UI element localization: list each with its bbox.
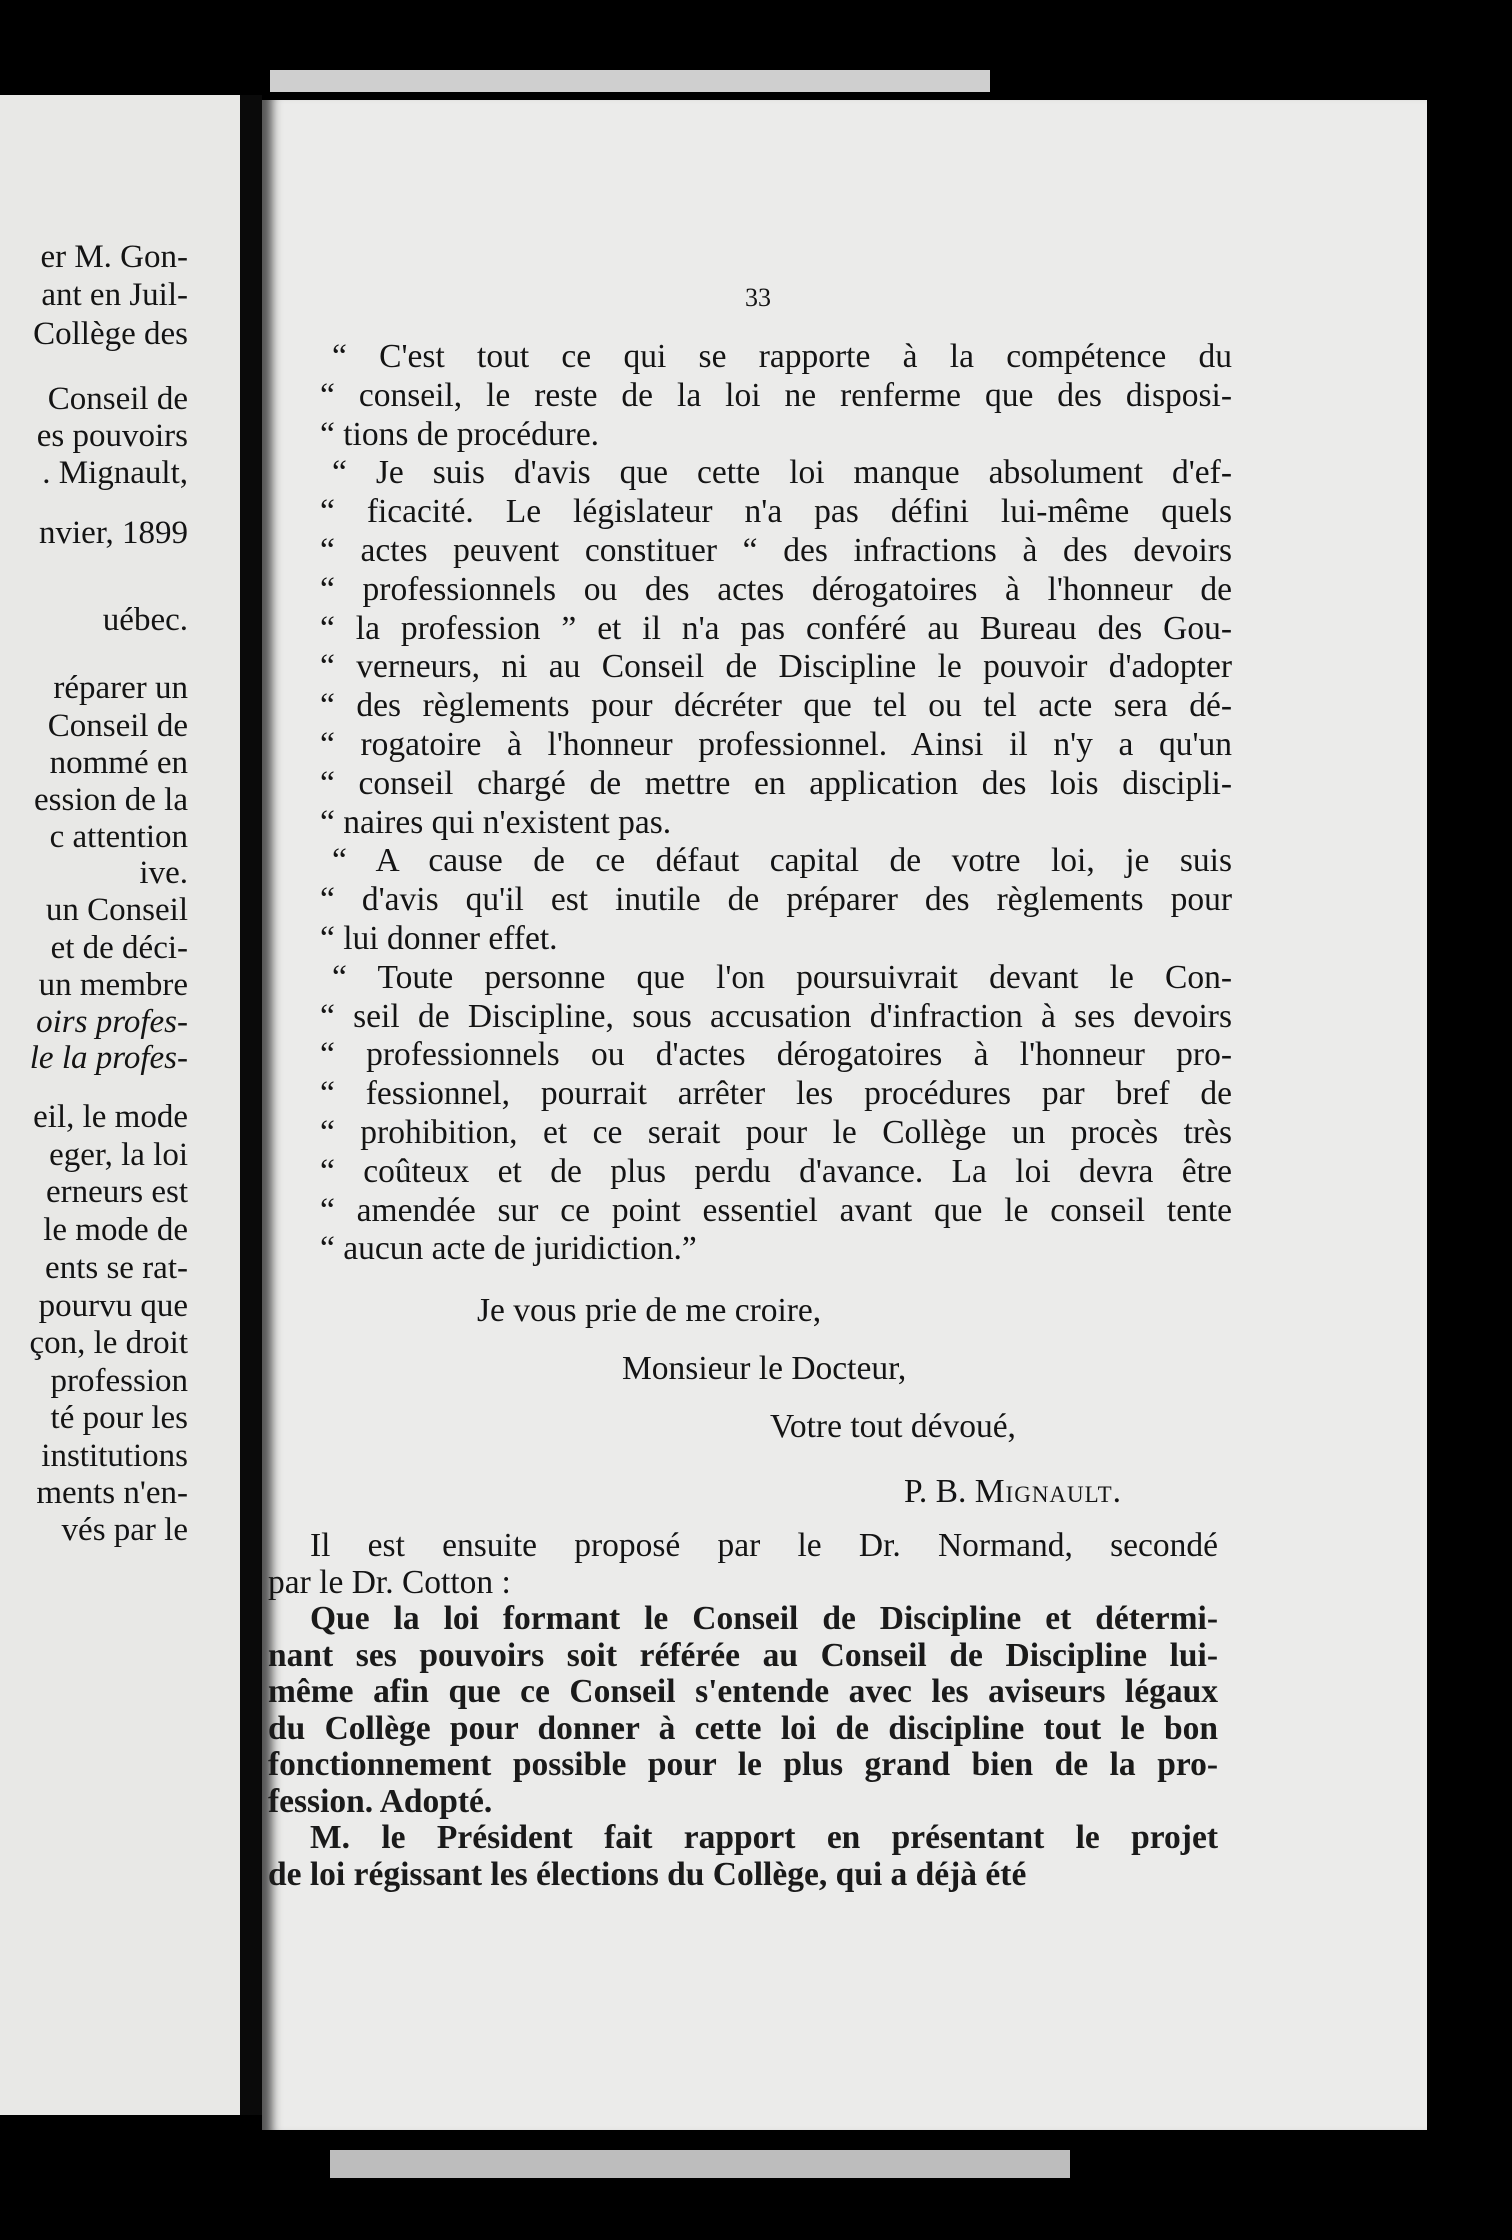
left-page-line: Collège des (33, 316, 188, 352)
left-page-line: ents se rat- (45, 1250, 188, 1286)
left-page-line: et de déci- (50, 930, 188, 966)
letter-line: “ verneurs, ni au Conseil de Discipline le pouvoir d'adopter (320, 648, 1232, 686)
letter-line: “ rogatoire à l'honneur professionnel. Ainsi il n'y a qu'un (320, 725, 1232, 763)
minutes-line: même afin que ce Conseil s'entende avec les aviseurs légaux (268, 1673, 1218, 1710)
left-page-line: eger, la loi (49, 1137, 188, 1173)
minutes-line: du Collège pour donner à cette loi de discipline tout le bon (268, 1709, 1218, 1747)
minutes-line: Il est ensuite proposé par le Dr. Normand, secondé (310, 1527, 1218, 1564)
letter-line: “ naires qui n'existent pas. (320, 803, 672, 841)
letter-line: “ coûteux et de plus perdu d'avance. La loi devra être (320, 1152, 1232, 1190)
minutes-line: M. le Président fait rapport en présentant le projet (310, 1819, 1218, 1856)
left-page-line: erneurs est (45, 1174, 188, 1210)
letter-line: “ seil de Discipline, sous accusation d'infraction à ses devoirs (320, 997, 1232, 1035)
scan-edge-top (270, 70, 990, 92)
letter-line: “ aucun acte de juridiction.” (320, 1230, 697, 1268)
left-page-line: ession de la (34, 782, 188, 818)
left-page-line: ive. (139, 855, 188, 891)
letter-body (290, 338, 1232, 1269)
letter-line: “ Je suis d'avis que cette loi manque absolument d'ef- (332, 454, 1232, 492)
left-page-line: vés par le (61, 1512, 188, 1548)
left-page-line: Conseil de (47, 708, 188, 744)
left-page (0, 95, 240, 2115)
left-page-line: institutions (41, 1438, 188, 1474)
left-page-line: ant en Juil- (41, 277, 188, 313)
signature-initials: P. B. (904, 1473, 967, 1510)
signature (904, 1473, 1122, 1511)
left-page-line: nvier, 1899 (39, 515, 188, 551)
page-gutter (240, 95, 262, 2115)
left-page-line: c attention (49, 819, 188, 855)
minutes-line: par le Dr. Cotton : (268, 1563, 511, 1601)
closing-line: Je vous prie de me croire, (477, 1292, 822, 1329)
letter-line: “ des règlements pour décréter que tel ou tel acte sera dé- (320, 687, 1232, 725)
left-page-line: le mode de (43, 1212, 188, 1248)
left-page-line: un Conseil (45, 892, 188, 928)
page-number: 33 (745, 283, 771, 312)
salutation-line: Monsieur le Docteur, (622, 1350, 907, 1387)
letter-line: “ conseil, le reste de la loi ne renferme que des disposi- (320, 376, 1232, 414)
left-page-line: nommé en (49, 745, 188, 781)
left-page-line: Conseil de (47, 381, 188, 417)
left-page-line: ments n'en- (36, 1475, 188, 1511)
minutes-line: fession. Adopté. (268, 1782, 493, 1820)
letter-line: “ la profession ” et il n'a pas conféré au Bureau des Gou- (320, 609, 1232, 647)
letter-line: “ tions de procédure. (320, 415, 600, 453)
left-page-line: pourvu que (38, 1288, 188, 1324)
letter-line: “ ficacité. Le législateur n'a pas défini lui-même quels (320, 493, 1232, 531)
valediction-line: Votre tout dévoué, (770, 1408, 1016, 1445)
left-page-line: réparer un (53, 670, 188, 706)
letter-line: “ d'avis qu'il est inutile de préparer des règlements pour (320, 881, 1232, 919)
letter-line: “ C'est tout ce qui se rapporte à la compétence du (332, 338, 1232, 375)
left-page-line: eil, le mode (33, 1099, 188, 1135)
letter-line: “ prohibition, et ce serait pour le Collège un procès très (320, 1113, 1232, 1151)
minutes-line: de loi régissant les élections du Collège, qui a déjà été (268, 1855, 1027, 1893)
left-page-line: oirs profes- (36, 1004, 188, 1040)
letter-line: “ A cause de ce défaut capital de votre loi, je suis (332, 842, 1232, 880)
minutes-line: Que la loi formant le Conseil de Discipline et détermi- (310, 1600, 1218, 1637)
minutes-body (268, 1528, 1218, 1893)
left-page-line: er M. Gon- (40, 239, 188, 275)
left-page-line: uébec. (102, 602, 188, 638)
letter-line: “ Toute personne que l'on poursuivrait devant le Con- (332, 958, 1232, 996)
left-page-line: profession (50, 1363, 188, 1399)
letter-line: “ conseil chargé de mettre en application des lois discipli- (320, 764, 1232, 802)
signature-name: Mignault. (974, 1473, 1123, 1510)
minutes-line: nant ses pouvoirs soit référée au Conseil de Discipline lui- (268, 1636, 1218, 1674)
letter-line: “ professionnels ou d'actes dérogatoires à l'honneur pro- (320, 1036, 1232, 1074)
letter-line: “ actes peuvent constituer “ des infractions à des devoirs (320, 531, 1232, 569)
left-page-line: es pouvoirs (36, 418, 188, 454)
letter-line: “ lui donner effet. (320, 919, 558, 957)
left-page-line: le la profes- (29, 1040, 188, 1076)
letter-line: “ professionnels ou des actes dérogatoires à l'honneur de (320, 570, 1232, 608)
left-page-line: . Mignault, (42, 455, 188, 491)
left-page-line: té pour les (50, 1400, 188, 1436)
left-page-line: çon, le droit (29, 1325, 188, 1361)
left-page-line: un membre (38, 967, 188, 1003)
minutes-line: fonctionnement possible pour le plus grand bien de la pro- (268, 1746, 1218, 1783)
letter-line: “ fessionnel, pourrait arrêter les procédures par bref de (320, 1075, 1232, 1113)
scan-edge-bottom (330, 2150, 1070, 2178)
letter-line: “ amendée sur ce point essentiel avant que le conseil tente (320, 1191, 1232, 1229)
